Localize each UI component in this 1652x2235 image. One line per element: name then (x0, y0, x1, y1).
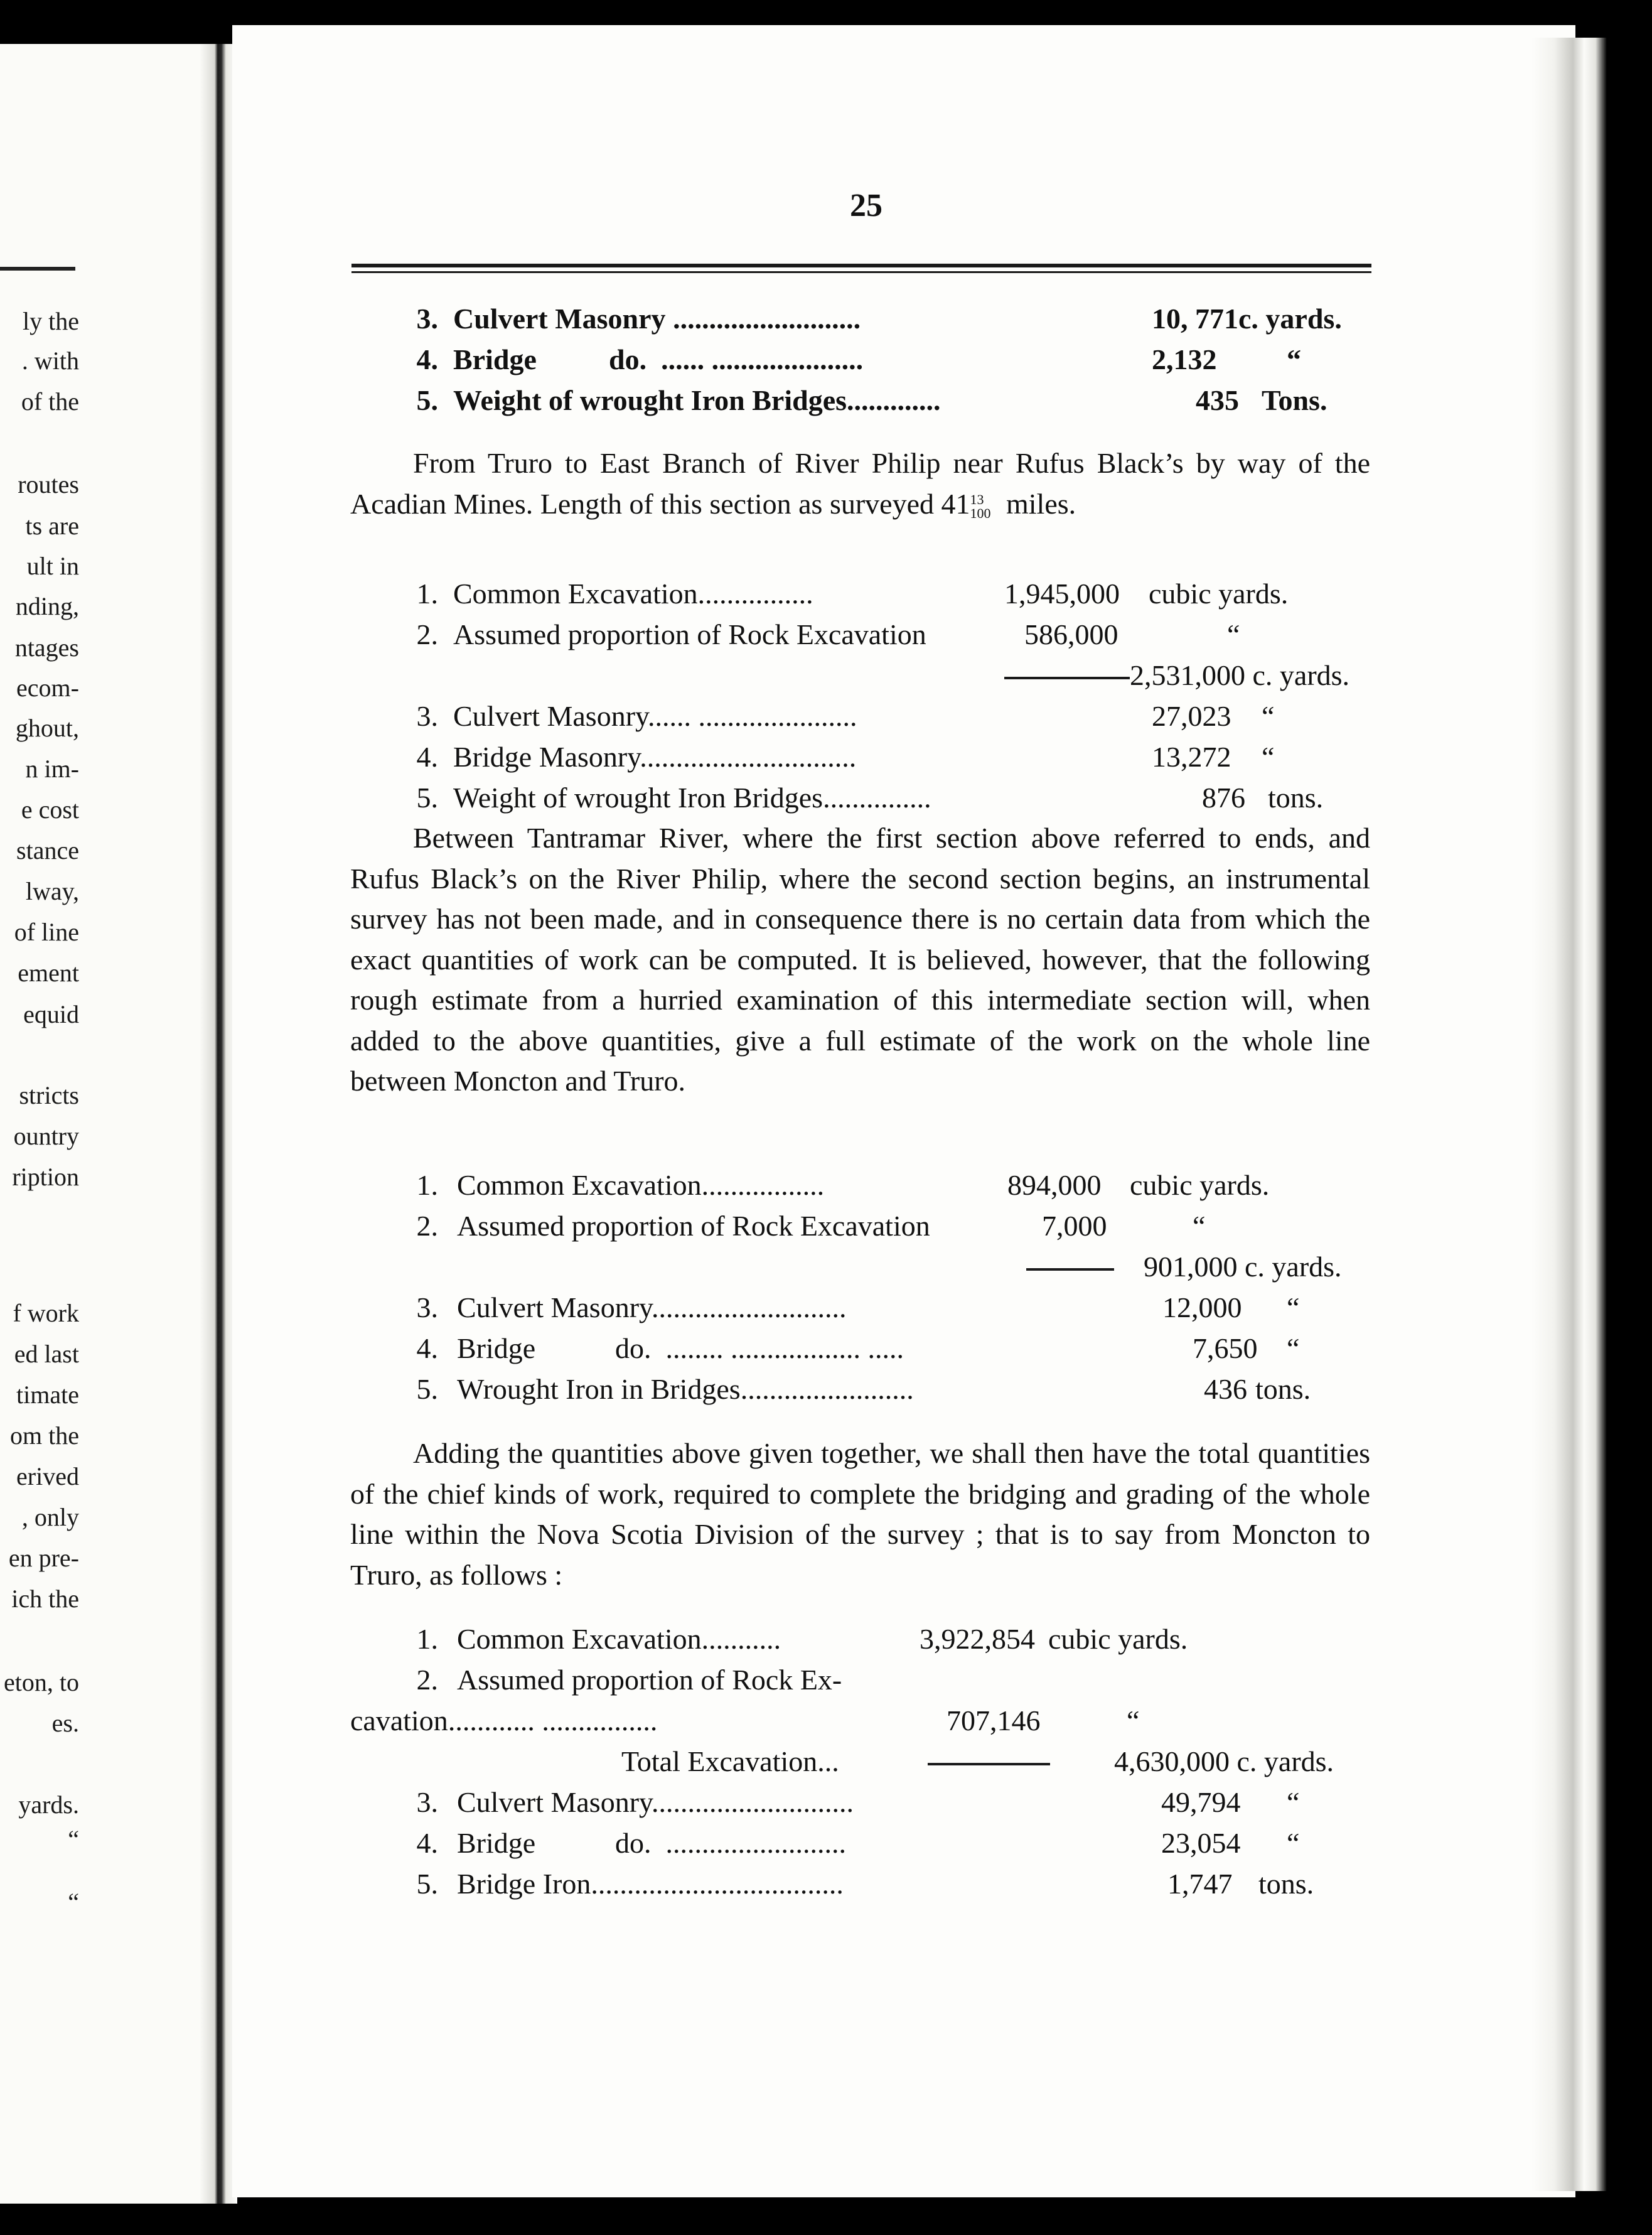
left-page-line: om the (10, 1421, 79, 1450)
ditto-mark: “ (1227, 618, 1240, 650)
left-page-line: ly the (23, 307, 79, 335)
header-rule-thin (351, 271, 1371, 273)
item-unit: cubic yards. (1149, 578, 1289, 610)
item-value: 436 (1204, 1373, 1247, 1405)
item-value: 10, 771c. yards. (1152, 303, 1342, 335)
ditto-mark: “ (1127, 1705, 1140, 1737)
item-value: 49,794 (1161, 1786, 1241, 1818)
item-number: 2. (416, 1664, 438, 1696)
left-page-line: . with (21, 347, 79, 375)
left-page-line: en pre- (8, 1544, 79, 1572)
item-unit: cubic yards. (1048, 1623, 1188, 1655)
ditto-mark: “ (1262, 700, 1275, 732)
item-value: 12,000 (1162, 1291, 1242, 1323)
item-label: Common Excavation........... (457, 1623, 781, 1655)
left-page-line: stricts (19, 1081, 79, 1109)
ditto-mark: “ (1287, 1786, 1300, 1818)
item-label: Assumed proportion of Rock Excavation (457, 1210, 930, 1242)
left-page-line: yards. (18, 1791, 79, 1819)
left-page-line: of line (14, 918, 79, 946)
ditto-mark: “ (1287, 343, 1301, 375)
left-page-line: routes (18, 470, 79, 498)
left-page-line: ed last (14, 1340, 79, 1368)
left-page-line: “ (68, 1825, 79, 1853)
total-label: Total Excavation... (621, 1745, 839, 1777)
item-number: 2. (416, 1210, 438, 1242)
item-unit: tons. (1268, 782, 1324, 814)
header-rule (351, 264, 1371, 267)
left-page-line: f work (13, 1299, 79, 1327)
left-page-line: ement (18, 959, 79, 987)
item-unit: tons. (1258, 1868, 1314, 1900)
left-page-line: eton, to (4, 1668, 79, 1696)
left-page-line: ountry (13, 1122, 79, 1150)
item-label: Common Excavation................ (453, 578, 813, 610)
left-page-line: nding, (15, 592, 79, 620)
left-page-line: ntages (14, 633, 79, 662)
left-page-line: es. (51, 1709, 79, 1737)
item-value: 23,054 (1161, 1827, 1241, 1859)
total-rule (1026, 1268, 1114, 1271)
item-label-do: do. ......................... (615, 1827, 846, 1859)
item-unit: cubic yards. (1130, 1169, 1270, 1201)
left-page-line: ecom- (16, 674, 79, 702)
item-number: 5. (416, 1868, 438, 1900)
item-value: 894,000 (1007, 1169, 1102, 1201)
left-page-line: equid (23, 1000, 79, 1028)
item-value: 2,132 (1152, 343, 1217, 375)
item-value: 707,146 (947, 1705, 1041, 1737)
left-page-line: “ (68, 1888, 79, 1916)
item-number: 4. (416, 741, 438, 773)
item-number: 3. (416, 1786, 438, 1818)
item-value: 27,023 (1152, 700, 1231, 732)
item-label: Weight of wrought Iron Bridges............. (453, 384, 941, 416)
left-page-line: timate (16, 1381, 79, 1409)
item-number: 1. (416, 578, 438, 610)
item-number: 5. (416, 384, 438, 416)
total-value: 2,531,000 c. yards. (1130, 659, 1350, 691)
total-rule (1004, 677, 1130, 679)
item-value: 435 (1196, 384, 1239, 416)
item-label: Culvert Masonry .......................... (453, 303, 861, 335)
item-label: Common Excavation................. (457, 1169, 825, 1201)
item-label-do: do. ........ .................. ..... (615, 1332, 904, 1364)
item-label-do: do. ...... ..................... (609, 343, 864, 375)
left-page-line: ription (12, 1163, 79, 1191)
item-number: 1. (416, 1623, 438, 1655)
item-label: Bridge (457, 1827, 536, 1859)
item-label: Wrought Iron in Bridges........................ (457, 1373, 914, 1405)
page-edge (1531, 38, 1607, 2191)
item-label: Bridge Masonry.............................. (453, 741, 857, 773)
item-number: 3. (416, 303, 438, 335)
item-label-cont: cavation............ ................ (350, 1705, 658, 1737)
total-value: 4,630,000 c. yards. (1114, 1745, 1334, 1777)
left-page-line: ghout, (15, 714, 79, 742)
item-value: 13,272 (1152, 741, 1231, 773)
paragraph-2: Between Tantramar River, where the first section above referred to ends, and Rufus Black’s on the River Philip, where the second section begins, an instrumental survey has not been made, and in consequence there is no certain data from which the exact quantities of work can be computed. It is believed, however, that the following rough estimate from a hurried examination of this intermediate section will, when added to the above quantities, give a full estimate of the work on the whole line between Moncton and Truro. (350, 822, 1370, 1097)
left-page-line: ult in (26, 552, 79, 580)
item-value: 1,747 (1167, 1868, 1233, 1900)
item-label: Assumed proportion of Rock Excavation (453, 618, 926, 650)
item-unit: tons. (1255, 1373, 1311, 1405)
total-rule (928, 1763, 1050, 1765)
paragraph-3: Adding the quantities above given together, we shall then have the total quantities of the chief kinds of work, required to complete the bridging and grading of the whole line within the Nova Scotia Division of the survey ; that is to say from Moncton to Truro, as follows : (350, 1437, 1370, 1591)
item-label: Culvert Masonry...... ...................... (453, 700, 857, 732)
item-label: Bridge (453, 343, 537, 375)
item-number: 3. (416, 1291, 438, 1323)
item-number: 4. (416, 343, 438, 375)
ditto-mark: “ (1287, 1332, 1300, 1364)
page-number: 25 (850, 188, 882, 223)
item-unit: Tons. (1262, 384, 1328, 416)
item-value: 876 (1202, 782, 1245, 814)
left-page-line: of the (21, 387, 79, 416)
item-number: 1. (416, 1169, 438, 1201)
item-value: 7,000 (1042, 1210, 1107, 1242)
total-value: 901,000 c. yards. (1144, 1251, 1342, 1283)
fraction: 13 100 (970, 491, 991, 521)
ditto-mark: “ (1262, 741, 1275, 773)
left-page-line: ts are (25, 512, 79, 540)
item-number: 4. (416, 1332, 438, 1364)
left-page-line: lway, (25, 877, 79, 905)
item-number: 3. (416, 700, 438, 732)
item-label: Culvert Masonry........................... (457, 1291, 847, 1323)
item-label: Bridge Iron................................... (457, 1868, 844, 1900)
item-label: Weight of wrought Iron Bridges............... (453, 782, 931, 814)
left-page-line: stance (16, 836, 79, 864)
item-number: 5. (416, 1373, 438, 1405)
left-page-line: n im- (25, 755, 79, 783)
item-number: 2. (416, 618, 438, 650)
item-label: Culvert Masonry............................ (457, 1786, 854, 1818)
left-page-rule (0, 267, 75, 271)
ditto-mark: “ (1287, 1291, 1300, 1323)
left-page-line: erived (16, 1462, 79, 1490)
item-value: 3,922,854 (920, 1623, 1035, 1655)
item-label: Assumed proportion of Rock Ex- (457, 1664, 842, 1696)
ditto-mark: “ (1287, 1827, 1300, 1859)
left-page-line: , only (21, 1503, 79, 1531)
ditto-mark: “ (1193, 1210, 1206, 1242)
item-number: 4. (416, 1827, 438, 1859)
left-page-line: ich the (11, 1585, 79, 1613)
item-value: 1,945,000 (1004, 578, 1120, 610)
item-label: Bridge (457, 1332, 536, 1364)
paragraph-1: From Truro to East Branch of River Philip near Rufus Black’s by way of the Acadian Mines. Length of this section as surveyed 41 13 100 miles. (350, 447, 1370, 521)
item-value: 7,650 (1193, 1332, 1258, 1364)
item-number: 5. (416, 782, 438, 814)
item-value: 586,000 (1024, 618, 1118, 650)
left-page-line: e cost (21, 795, 79, 824)
book-gutter (200, 44, 237, 2204)
